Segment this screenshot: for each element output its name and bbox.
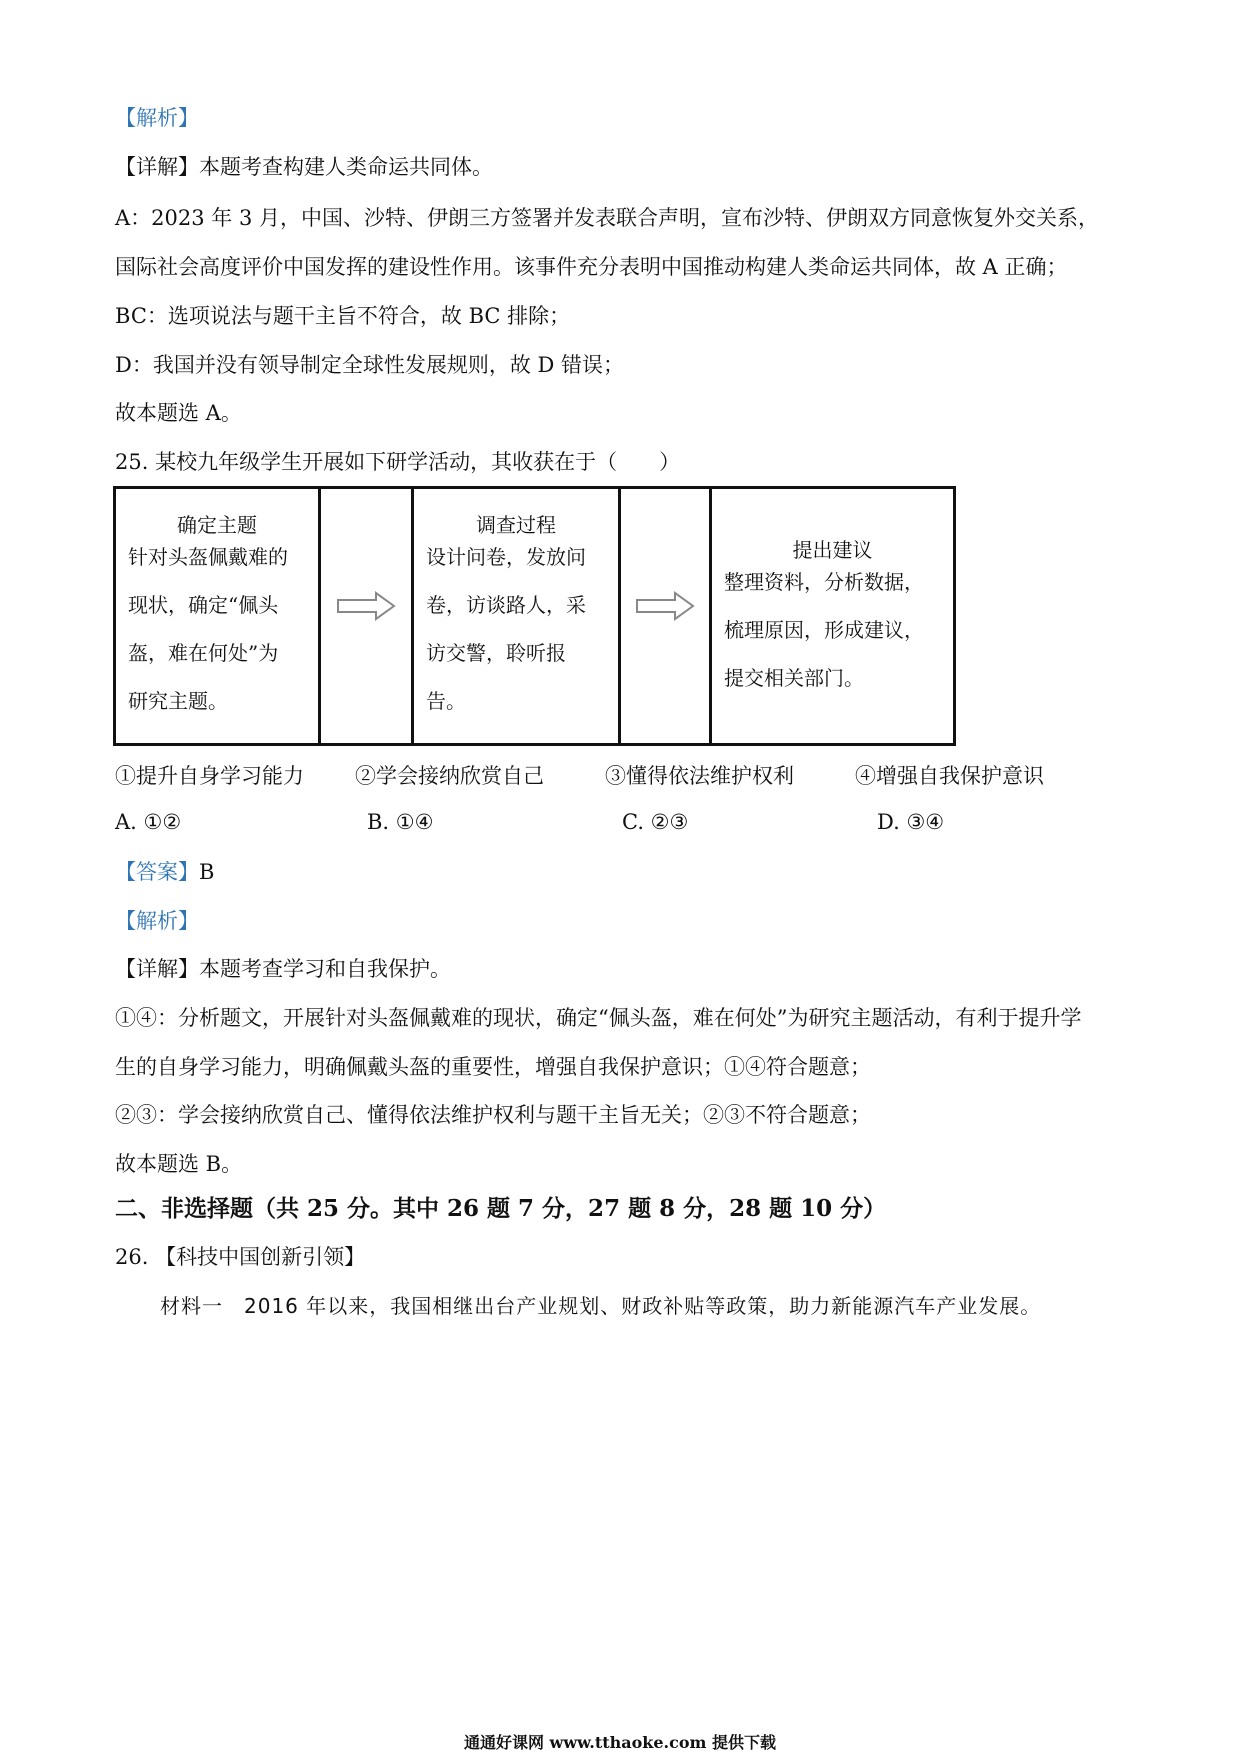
section-heading: 二、非选择题（共 25 分。其中 26 题 7 分，27 题 8 分，28 题 10 分） [115, 1195, 887, 1222]
conclusion-line: 故本题选 A。 [115, 401, 242, 425]
flow-box-text [128, 533, 288, 725]
flow-text-line: 设计问卷，发放问 [426, 545, 586, 569]
flow-box-title: 调查过程 [476, 513, 556, 537]
answer-line [115, 858, 214, 886]
page-footer: 通通好课网 www.tthaoke.com 提供下载 [463, 1733, 777, 1752]
flow-box-topic [116, 489, 318, 743]
answer-value: B [199, 860, 215, 884]
statement-3: ③懂得依法维护权利 [605, 764, 794, 788]
material-1: 材料一 2016 年以来，我国相继出台产业规划、财政补贴等政策，助力新能源汽车产业发展。 [160, 1294, 1042, 1318]
answer-label: 【答案】 [115, 860, 199, 884]
flow-box-survey [414, 489, 618, 743]
analysis-label: 【解析】 [115, 909, 199, 933]
flow-box-title: 确定主题 [177, 513, 257, 537]
option-a-explanation-1: A：2023 年 3 月，中国、沙特、伊朗三方签署并发表联合声明，宣布沙特、伊朗双方同意恢复外交关系， [115, 206, 1099, 230]
flow-box-title: 提出建议 [792, 538, 873, 562]
flow-text-line: 访交警，聆听报 [426, 641, 566, 665]
flow-text-line: 针对头盔佩戴难的 [128, 545, 288, 569]
statement-1: ①提升自身学习能力 [115, 764, 304, 788]
flow-text-line: 研究主题。 [128, 689, 228, 713]
research-flow-table [113, 486, 956, 746]
right-arrow-icon [635, 591, 695, 621]
detail-line: 【详解】本题考查学习和自我保护。 [115, 957, 451, 981]
explanation-14-line-1: ①④：分析题文，开展针对头盔佩戴难的现状，确定“佩头盔，难在何处”为研究主题活动，有利于提升学 [115, 1006, 1082, 1030]
flow-text-line: 盔，难在何处”为 [128, 641, 279, 665]
question-26-title: 26. 【科技中国创新引领】 [115, 1245, 366, 1269]
flow-box-text [426, 533, 586, 725]
choice-c: C. ②③ [622, 810, 689, 834]
choice-d: D. ③④ [877, 810, 945, 834]
flow-text-line: 提交相关部门。 [724, 666, 864, 690]
flow-arrow-cell [321, 489, 411, 743]
flow-text-line: 梳理原因，形成建议， [724, 618, 924, 642]
explanation-14-line-2: 生的自身学习能力，明确佩戴头盔的重要性，增强自我保护意识；①④符合题意； [115, 1055, 871, 1079]
statement-2: ②学会接纳欣赏自己 [355, 764, 544, 788]
flow-box-text [724, 558, 924, 702]
detail-line: 【详解】本题考查构建人类命运共同体。 [115, 155, 493, 179]
question-25-stem: 25. 某校九年级学生开展如下研学活动，其收获在于（ ） [115, 450, 681, 474]
option-d-explanation: D：我国并没有领导制定全球性发展规则，故 D 错误； [115, 353, 625, 377]
flow-text-line: 现状，确定“佩头 [128, 593, 279, 617]
flow-text-line: 整理资料，分析数据， [724, 570, 924, 594]
analysis-label: 【解析】 [115, 106, 199, 130]
flow-text-line: 告。 [426, 689, 466, 713]
conclusion-line: 故本题选 B。 [115, 1152, 243, 1176]
right-arrow-icon [336, 591, 396, 621]
option-a-explanation-2: 国际社会高度评价中国发挥的建设性作用。该事件充分表明中国推动构建人类命运共同体，故 A 正确； [115, 255, 1068, 279]
option-bc-explanation: BC：选项说法与题干主旨不符合，故 BC 排除； [115, 304, 571, 328]
statement-4: ④增强自我保护意识 [855, 764, 1044, 788]
explanation-23-line: ②③：学会接纳欣赏自己、懂得依法维护权利与题干主旨无关；②③不符合题意； [115, 1103, 871, 1127]
flow-arrow-cell [621, 489, 709, 743]
flow-text-line: 卷，访谈路人，采 [426, 593, 586, 617]
choice-a: A. ①② [115, 810, 182, 834]
choice-b: B. ①④ [367, 810, 434, 834]
flow-box-suggestion [712, 489, 953, 743]
